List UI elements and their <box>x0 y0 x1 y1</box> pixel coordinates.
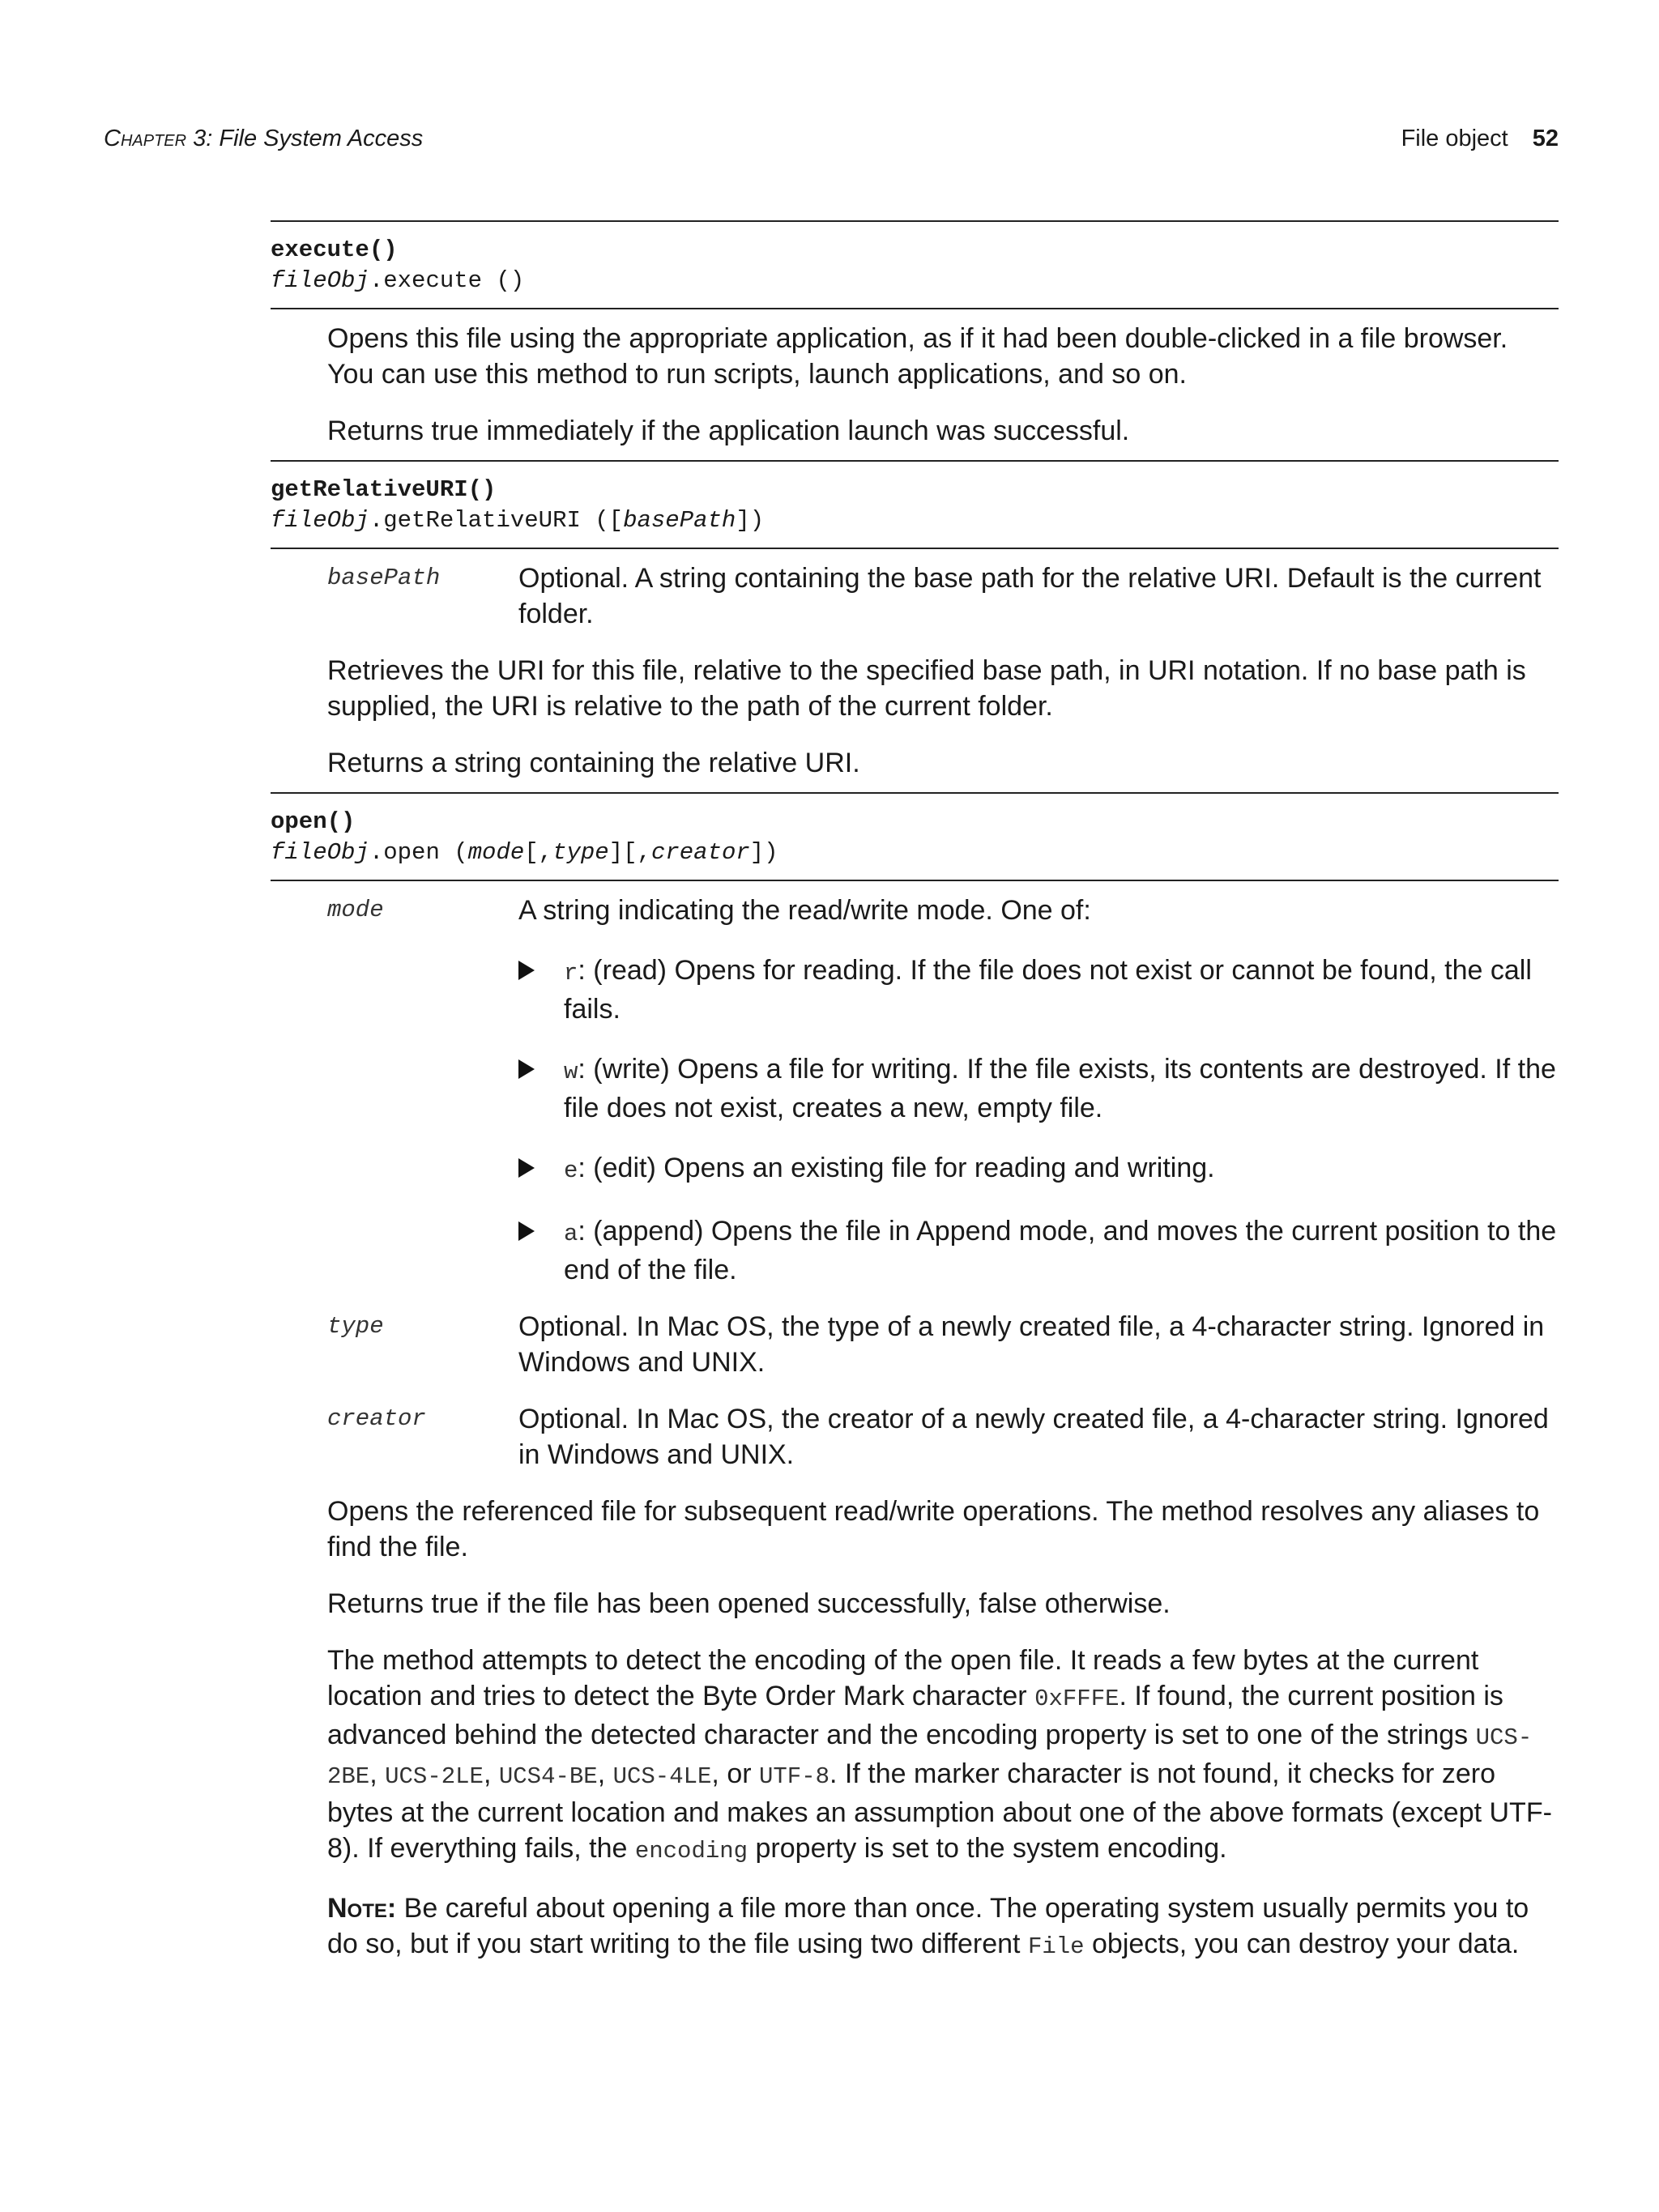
text: . If found, the current position is advanced behind the detected character and the encoding property is set to one of the strings <box>327 1681 1503 1750</box>
open-signature <box>271 792 1559 881</box>
triangle-bullet-icon <box>518 1059 535 1079</box>
param-type <box>327 1309 1559 1380</box>
mode-code: a <box>564 1221 578 1247</box>
syntax-object: fileObj <box>271 267 369 294</box>
param-name: basePath <box>327 565 441 591</box>
mode-code: r <box>564 960 578 987</box>
text: Be careful about opening a file more than once. The operating system usually permits you to do so, but if you start writing to the file using two different <box>327 1893 1529 1959</box>
getrelativeuri-description <box>271 560 1559 792</box>
param-name: mode <box>327 897 384 923</box>
bullet-item <box>518 953 1559 1027</box>
getrelativeuri-signature <box>271 460 1559 549</box>
bullet-item <box>518 1051 1559 1126</box>
mode-code: w <box>564 1059 578 1085</box>
open-para-2: Returns true if the file has been opened successfully, false otherwise. <box>327 1588 1171 1619</box>
text: , <box>369 1758 386 1789</box>
syntax-end: ]) <box>736 507 765 534</box>
execute-para-1: Opens this file using the appropriate application, as if it had been double-clicked in a file browser. You can use this method to run scripts, launch applications, and so on. <box>327 323 1508 390</box>
mode-text: : (write) Opens a file for writing. If the file exists, its contents are destroyed. If the file does not exist, creates a new, empty file. <box>564 1054 1556 1123</box>
code: UCS-2LE <box>385 1763 484 1790</box>
param-basepath <box>327 560 1559 632</box>
mode-intro: A string indicating the read/write mode. One of: <box>518 895 1091 926</box>
section-name: File object <box>1401 126 1508 151</box>
open-para-1: Opens the referenced file for subsequent read/write operations. The method resolves any aliases to find the file. <box>327 1496 1540 1562</box>
param-name: creator <box>327 1405 426 1432</box>
page-number: 52 <box>1532 126 1559 151</box>
code: UCS-4LE <box>612 1763 712 1790</box>
text: , <box>483 1758 499 1789</box>
code: UCS-2BE <box>327 1724 1533 1790</box>
bullet-item <box>518 1213 1559 1288</box>
getrelativeuri-para-1: Retrieves the URI for this file, relative to the specified base path, in URI notation. If no base path is supplied, the URI is relative to the path of the current folder. <box>327 655 1526 722</box>
open-syntax <box>271 837 1559 868</box>
mode-text: : (edit) Opens an existing file for reading and writing. <box>578 1153 1215 1183</box>
syntax-object: fileObj <box>271 839 369 866</box>
page-header <box>104 126 1559 166</box>
triangle-bullet-icon <box>518 961 535 980</box>
chapter-name: File System Access <box>219 126 424 151</box>
open-para-3 <box>327 1643 1559 1869</box>
document-body <box>271 220 1559 1965</box>
open-description <box>271 893 1559 1965</box>
param-description: Optional. In Mac OS, the type of a newly created file, a 4-character string. Ignored in Windows and UNIX. <box>518 1311 1545 1378</box>
syntax-part: [, <box>524 839 553 866</box>
note-paragraph <box>327 1890 1559 1965</box>
execute-signature <box>271 220 1559 309</box>
code: UCS4-BE <box>498 1763 598 1790</box>
syntax-call: .getRelativeURI ([ <box>369 507 624 534</box>
text: , <box>597 1758 613 1789</box>
mode-text: : (append) Opens the file in Append mode, and moves the current position to the end of the file. <box>564 1216 1557 1285</box>
syntax-param: basePath <box>623 507 736 534</box>
syntax-call: .execute () <box>369 267 525 294</box>
execute-para-2: Returns true immediately if the application launch was successful. <box>327 416 1130 446</box>
code: 0xFFFE <box>1034 1686 1120 1712</box>
text: property is set to the system encoding. <box>748 1833 1227 1864</box>
syntax-param: type <box>552 839 609 866</box>
triangle-bullet-icon <box>518 1221 535 1241</box>
syntax-param: mode <box>467 839 525 866</box>
text: . If the marker character is not found, it checks for zero bytes at the current location and makes an assumption about one of the above formats (except UTF-8). If everything fails, the <box>327 1758 1552 1864</box>
mode-text: : (read) Opens for reading. If the file does not exist or cannot be found, the call fails. <box>564 955 1532 1025</box>
chapter-title <box>104 126 423 152</box>
triangle-bullet-icon <box>518 1158 535 1178</box>
syntax-object: fileObj <box>271 507 369 534</box>
getrelativeuri-syntax <box>271 505 1559 536</box>
chapter-prefix: Chapter 3: <box>104 126 213 151</box>
section-and-page <box>1401 126 1559 152</box>
code: UTF-8 <box>759 1763 830 1790</box>
code: File <box>1027 1933 1085 1960</box>
syntax-part: ][, <box>608 839 651 866</box>
text: The method attempts to detect the encoding of the open file. It reads a few bytes at the current location and tries to detect the Byte Order Mark character <box>327 1645 1479 1711</box>
text: , or <box>711 1758 759 1789</box>
getrelativeuri-para-2: Returns a string containing the relative URI. <box>327 748 860 778</box>
getrelativeuri-method-name: getRelativeURI() <box>271 476 497 503</box>
param-description: Optional. A string containing the base path for the relative URI. Default is the current folder. <box>518 563 1542 629</box>
mode-code: e <box>564 1157 578 1184</box>
param-description: Optional. In Mac OS, the creator of a newly created file, a 4-character string. Ignored in Windows and UNIX. <box>518 1404 1549 1470</box>
param-description <box>518 893 1559 1288</box>
bullet-item <box>518 1150 1559 1189</box>
param-creator <box>327 1401 1559 1473</box>
code: encoding <box>634 1838 748 1865</box>
open-method-name: open() <box>271 808 356 835</box>
param-name: type <box>327 1313 384 1340</box>
execute-method-name: execute() <box>271 237 398 263</box>
note-label: Note: <box>327 1893 397 1924</box>
syntax-part: ]) <box>749 839 778 866</box>
text: objects, you can destroy your data. <box>1084 1929 1520 1959</box>
syntax-param: creator <box>650 839 750 866</box>
param-mode <box>327 893 1559 1288</box>
execute-syntax <box>271 266 1559 296</box>
execute-description <box>271 321 1559 460</box>
syntax-part: .open ( <box>369 839 468 866</box>
